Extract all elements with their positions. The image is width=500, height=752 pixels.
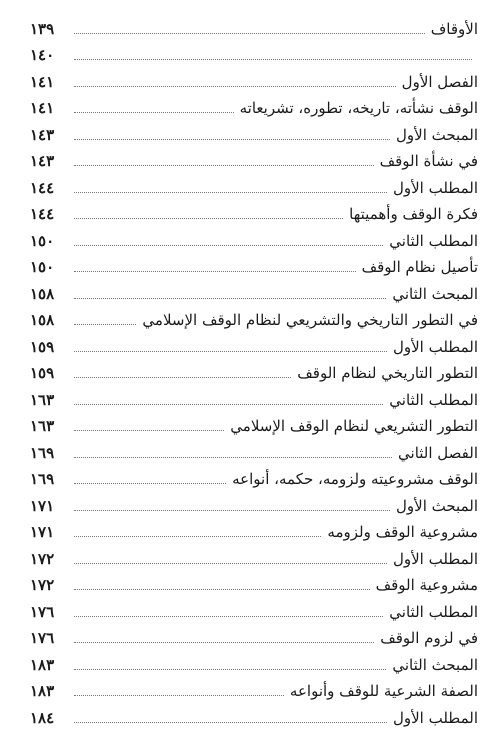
toc-entry-page-number: ١٧٢ [30,549,55,568]
dot-leader [74,457,392,458]
toc-entry[interactable] [30,200,478,227]
toc-entry-title: في التطور التاريخي والتشريعي لنظام الوقف الإسلامي [142,311,478,329]
toc-entry[interactable] [30,67,478,94]
toc-entry[interactable] [30,438,478,465]
toc-entry-page-number: ١٧٦ [30,629,55,647]
toc-entry-title: المطلب الأول [392,178,478,197]
dot-leader [74,298,386,299]
dot-leader [74,695,284,696]
toc-entry-page-number: ١٦٣ [30,390,55,409]
toc-entry[interactable] [30,147,478,174]
dot-leader [74,165,374,166]
toc-entry[interactable] [30,703,478,730]
dot-leader [74,589,370,590]
toc-entry[interactable] [30,518,478,545]
toc-entry[interactable] [30,412,478,439]
dot-leader [74,192,387,193]
toc-entry[interactable] [30,279,478,306]
toc-entry-page-number: ١٨٣ [30,655,55,674]
toc-entry-title: المطلب الثاني [389,602,478,621]
toc-entry-page-number: ١٤٤ [30,178,55,197]
toc-entry[interactable] [30,571,478,598]
toc-entry-title: المطلب الأول [392,337,478,356]
toc-entry[interactable] [30,173,478,200]
dot-leader [74,112,234,113]
toc-entry[interactable] [30,677,478,704]
dot-leader [74,139,390,140]
dot-leader [74,33,425,34]
dot-leader [74,563,387,564]
toc-entry-page-number: ١٥٩ [30,337,55,356]
toc-entry-page-number: ١٤٣ [30,152,55,170]
toc-entry-title: الفصل الثاني [398,443,478,462]
toc-entry[interactable] [30,491,478,518]
toc-entry[interactable] [30,650,478,677]
toc-entry-page-number: ١٥٨ [30,284,55,303]
toc-entry-page-number: ١٦٩ [30,443,55,462]
toc-entry[interactable] [30,385,478,412]
toc-entry-page-number: ١٦٩ [30,470,55,488]
toc-entry-title: تأصيل نظام الوقف [361,258,478,276]
toc-entry[interactable] [30,359,478,386]
toc-entry[interactable] [30,253,478,280]
toc-entry-title: المبحث الأول [396,125,478,144]
toc-entry-title: مشروعية الوقف [375,576,478,594]
dot-leader [74,483,226,484]
toc-entry-title: المبحث الأول [396,496,478,515]
toc-entry-title: مشروعية الوقف ولزومه [327,523,478,541]
toc-entry-title: في لزوم الوقف [380,629,478,647]
toc-entry[interactable] [30,597,478,624]
toc-entry-title: التطور التاريخي لنظام الوقف [297,364,478,382]
toc-entry-page-number: ١٧١ [30,523,55,541]
dot-leader [74,271,356,272]
toc-entry-title: المبحث الثاني [392,284,478,303]
toc-entry-page-number: ١٤١ [30,99,55,117]
toc-entry-title: الصفة الشرعية للوقف وأنواعه [289,682,478,700]
toc-entry-title: في نشأة الوقف [379,152,478,170]
dot-leader [74,430,224,431]
toc-entry[interactable] [30,624,478,651]
dot-leader [74,86,396,87]
toc-entry[interactable] [30,14,478,41]
toc-entry[interactable] [30,306,478,333]
table-of-contents [30,14,478,730]
dot-leader [74,351,387,352]
dot-leader [74,510,390,511]
toc-entry-title: المبحث الثاني [392,655,478,674]
toc-entry-page-number: ١٥٩ [30,364,55,382]
dot-leader [74,616,383,617]
dot-leader [74,324,136,325]
toc-entry[interactable] [30,544,478,571]
toc-entry-title: المطلب الأول [392,708,478,727]
toc-entry-page-number: ١٦٣ [30,417,55,435]
toc-entry-title: الفصل الأول [401,72,478,91]
toc-entry[interactable] [30,41,478,68]
toc-entry[interactable] [30,94,478,121]
toc-entry-page-number: ١٨٤ [30,708,55,727]
toc-entry-page-number: ١٥٠ [30,258,55,276]
toc-entry-page-number: ١٧٢ [30,576,55,594]
toc-entry-page-number: ١٣٩ [30,19,55,38]
dot-leader [74,722,387,723]
toc-entry[interactable] [30,465,478,492]
toc-entry-page-number: ١٧١ [30,496,55,515]
toc-entry-page-number: ١٥٠ [30,231,55,250]
toc-entry-page-number: ١٤٣ [30,125,55,144]
toc-entry-title: الوقف نشأته، تاريخه، تطوره، تشريعاته [239,99,478,117]
toc-entry-page-number: ١٥٨ [30,311,55,329]
toc-entry-page-number: ١٨٣ [30,682,55,700]
toc-entry-title: المطلب الثاني [389,390,478,409]
dot-leader [74,218,343,219]
toc-entry-title: الوقف مشروعيته ولزومه، حكمه، أنواعه [232,470,478,488]
dot-leader [74,245,383,246]
toc-entry-title: الأوقاف [430,19,478,38]
toc-entry-title: المطلب الثاني [389,231,478,250]
dot-leader [74,669,386,670]
toc-entry-page-number: ١٤١ [30,72,55,91]
toc-entry[interactable] [30,120,478,147]
dot-leader [74,642,374,643]
toc-entry[interactable] [30,332,478,359]
dot-leader [74,404,383,405]
toc-entry-title: المطلب الأول [392,549,478,568]
toc-entry-title: فكرة الوقف وأهميتها [349,205,478,223]
toc-entry-page-number: ١٤٤ [30,205,55,223]
dot-leader [74,377,291,378]
dot-leader [74,59,472,60]
dot-leader [74,536,321,537]
toc-entry-title: التطور التشريعي لنظام الوقف الإسلامي [230,417,478,435]
toc-entry-page-number: ١٧٦ [30,602,55,621]
toc-entry[interactable] [30,226,478,253]
toc-entry-page-number: ١٤٠ [30,46,55,64]
